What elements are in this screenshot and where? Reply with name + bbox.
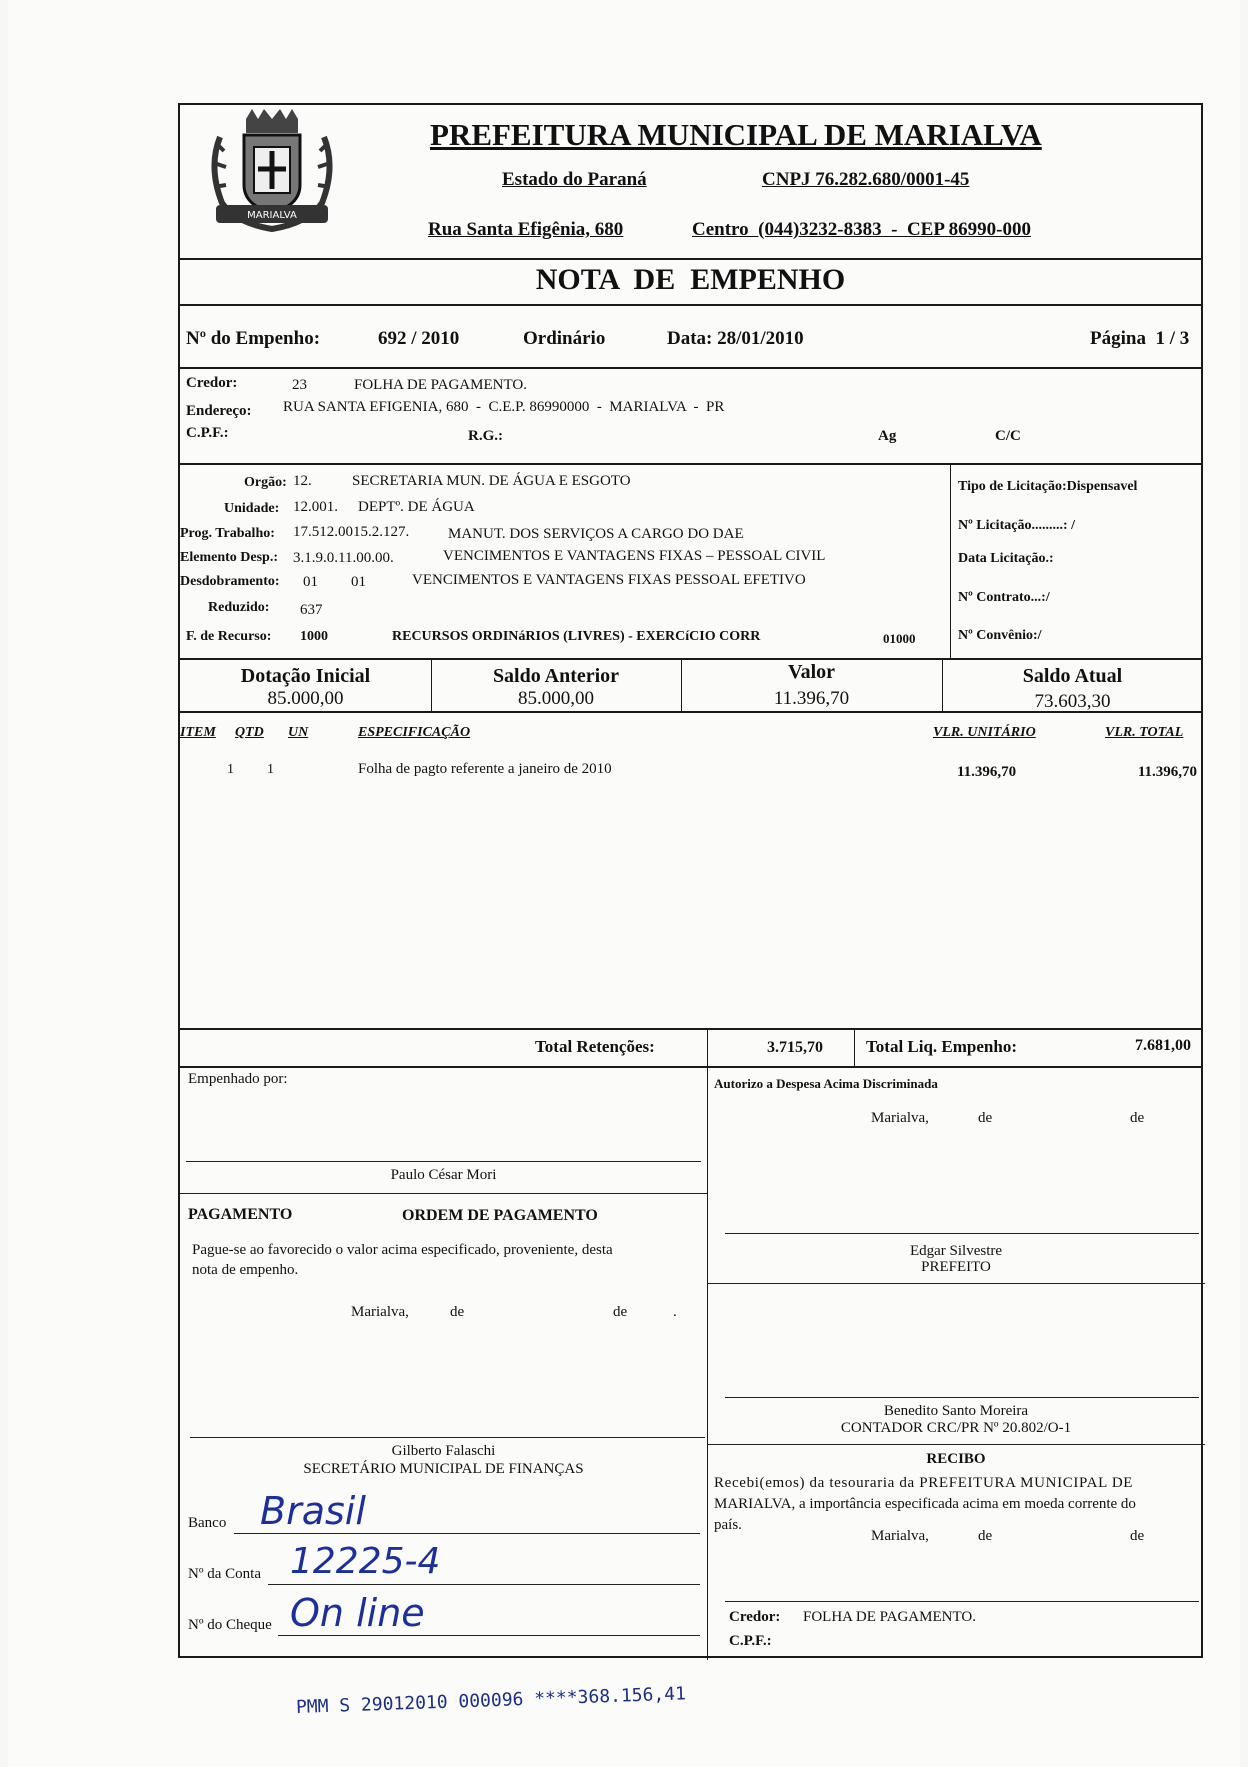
- cheque-value: On line: [290, 1591, 425, 1635]
- cc-label: C/C: [995, 428, 1021, 444]
- total-liquido-label: Total Liq. Empenho:: [866, 1037, 1017, 1056]
- total-liquido-value: 7.681,00: [1135, 1037, 1191, 1054]
- row-especificacao: Folha de pagto referente a janeiro de 2010: [358, 761, 612, 777]
- org-name: PREFEITURA MUNICIPAL DE MARIALVA: [430, 117, 1042, 152]
- col-vlr-unitario: VLR. UNITÁRIO: [933, 725, 1036, 740]
- fonte-recurso-label: F. de Recurso:: [186, 629, 272, 644]
- recibo-de-2: de: [1130, 1528, 1145, 1544]
- page-number: Página 1 / 3: [1090, 328, 1190, 349]
- credor-label: Credor:: [186, 375, 238, 391]
- numero-contrato: Nº Contrato...:/: [958, 590, 1050, 605]
- autorizo-de-2: de: [1130, 1110, 1145, 1126]
- orgao-code: 12.: [293, 473, 312, 489]
- autorizo-place: Marialva,: [871, 1110, 929, 1126]
- contador-title: CONTADOR CRC/PR Nº 20.802/O-1: [840, 1420, 1072, 1436]
- pagamento-de-1: de: [450, 1304, 465, 1320]
- unidade-code: 12.001.: [293, 499, 338, 515]
- col-un: UN: [288, 725, 309, 740]
- reduzido-label: Reduzido:: [208, 600, 270, 615]
- address-label: Endereço:: [186, 403, 252, 419]
- col-qtd: QTD: [235, 725, 264, 740]
- ordem-pagamento-label: ORDEM DE PAGAMENTO: [402, 1207, 598, 1224]
- desdobramento-label: Desdobramento:: [180, 574, 280, 589]
- nota-de-empenho-form: MARIALVA PREFEITURA MUNICIPAL DE MARIALVA Estado do Paraná CNPJ 76.282.680/0001-45 Rua Santa Efigênia, 680 Centro (044)3232-8383 - CEP 86990-000 NOTA DE EMPENHO Nº do Empenho: 692 / 2010 Ordinário Data: 28/01/2010 Página 1 / 3 Credor: 23 FOLHA DE PAGAMENTO. Endereço: RUA SANTA EFIGENIA, 680 - C.E.P. 86990000 - MARIALVA - PR C.P.F.: R.G.: Ag C/C Orgão: 12. SECRETARIA MUN. DE ÁGUA E ESGOTO Unidade: 12.001. DEPTº. DE ÁGUA Prog. Trabalho: 17.512.0015.2.127. MANUT. DOS SERVIÇOS A CARGO DO DAE Elemento Desp.: 3.1.9.0.11.00.00. VENCIMENTOS E VANTAGENS FIXAS – PESSOAL CIVIL Desdobramento: 01 01 VENCIMENTOS E VANTAGENS FIXAS PESSOAL EFETIVO Reduzido: 637 F. de Recurso: 1000 RECURSOS ORDINáRIOS (LIVRES) - EXERCíCIO CORR 01000 Tipo de Licitação:Dispensavel Nº Licitação.........: / Data Licitação.: Nº Contrato...:/ Nº Convênio:/ Dotação Inicial 85.000,00 Saldo Anterior 85.000,00 Valor 11.396,70 Saldo Atual 73.603,30 ITEM QTD UN ESPECIFICAÇÃO VLR. UNITÁRIO VLR. TOTAL 1 1 Folha de pagto referente a janeiro de 2010 11.396,70 11.396,70 Total Retenções: 3.715,70 Total Liq. Empenho: 7.681,00 Empenhado por: Paulo César Mori PAGAMENTO ORDEM DE PAGAMENTO Pague-se ao favorecido o valor acima especificado, proveniente, desta nota de empenho. Marialva, de de . Gilberto Falaschi SECRETÁRIO MUNICIPAL DE FINANÇAS Banco Brasil Nº da Conta 12225-4 Nº do Cheque On line Autorizo a Despesa Acima Discriminada Marialva, de de Edgar Silvestre PREFEITO Benedito Santo Moreira CONTADOR CRC/PR Nº 20.802/O-1 RECIBO Recebi(emos) da tesouraria da PREFEITURA MUNICIPAL DE MARIALVA, a importância especificada acima em moeda corrente do país. Marialva, de de Credor: FOLHA DE PAGAMENTO. C.P.F.:: [178, 103, 1203, 1658]
- total-retencoes-label: Total Retenções:: [535, 1037, 655, 1056]
- orgao-label: Orgão:: [244, 475, 287, 490]
- tipo-licitacao: Tipo de Licitação:Dispensavel: [958, 479, 1138, 494]
- recibo-place: Marialva,: [871, 1528, 929, 1544]
- dotacao-inicial-value: 85.000,00: [267, 688, 344, 709]
- rg-label: R.G.:: [468, 428, 503, 444]
- saldo-anterior-value: 85.000,00: [518, 688, 594, 709]
- contador-name: Benedito Santo Moreira: [883, 1403, 1029, 1419]
- row-vlr-unitario: 11.396,70: [957, 764, 1017, 780]
- empenhado-por-label: Empenhado por:: [188, 1071, 288, 1087]
- address-value: RUA SANTA EFIGENIA, 680 - C.E.P. 86990000 - MARIALVA - PR: [283, 399, 725, 415]
- orgao-name: SECRETARIA MUN. DE ÁGUA E ESGOTO: [352, 473, 631, 489]
- recibo-credor-name: FOLHA DE PAGAMENTO.: [803, 1609, 976, 1625]
- elemento-desp-name: VENCIMENTOS E VANTAGENS FIXAS – PESSOAL CIVIL: [443, 548, 826, 564]
- fonte-recurso-code-2: 01000: [883, 631, 916, 646]
- saldo-atual-value: 73.603,30: [1034, 691, 1111, 712]
- desdobramento-name: VENCIMENTOS E VANTAGENS FIXAS PESSOAL EFETIVO: [412, 572, 806, 588]
- cpf-label: C.P.F.:: [186, 425, 229, 441]
- recibo-label: RECIBO: [926, 1451, 986, 1467]
- pagamento-text-line-2: nota de empenho.: [192, 1262, 299, 1278]
- cheque-label: Nº do Cheque: [188, 1617, 272, 1633]
- seal-ribbon-text: MARIALVA: [247, 210, 297, 221]
- data-licitacao: Data Licitação.:: [958, 551, 1054, 566]
- pagamento-de-2: de: [613, 1304, 628, 1320]
- authentication-stamp: PMM S 29012010 000096 ****368.156,41: [295, 1683, 687, 1718]
- prefeito-name: Edgar Silvestre: [909, 1243, 1003, 1259]
- conta-label: Nº da Conta: [188, 1566, 261, 1582]
- dotacao-inicial-label: Dotação Inicial: [240, 665, 371, 687]
- saldo-anterior-label: Saldo Anterior: [492, 665, 620, 687]
- doc-title: NOTA DE EMPENHO: [535, 263, 846, 296]
- reduzido-code: 637: [300, 602, 323, 618]
- state-name: Estado do Paraná: [502, 169, 647, 190]
- recibo-de-1: de: [978, 1528, 993, 1544]
- banco-value: Brasil: [260, 1489, 366, 1533]
- empenhado-signer: Paulo César Mori: [390, 1167, 497, 1183]
- elemento-desp-label: Elemento Desp.:: [180, 550, 278, 565]
- unidade-label: Unidade:: [224, 501, 280, 516]
- desdobramento-code-1: 01: [303, 574, 318, 590]
- recibo-cpf-label: C.P.F.:: [729, 1633, 772, 1649]
- recibo-text-line-2: MARIALVA, a importância especificada acima em moeda corrente do: [714, 1496, 1136, 1512]
- fonte-recurso-code: 1000: [300, 629, 328, 644]
- unidade-name: DEPTº. DE ÁGUA: [358, 499, 475, 515]
- recibo-credor-label: Credor:: [729, 1609, 781, 1625]
- row-item: 1: [227, 762, 234, 777]
- col-especificacao: ESPECIFICAÇÃO: [358, 725, 471, 740]
- pagamento-label: PAGAMENTO: [188, 1206, 293, 1223]
- total-retencoes-value: 3.715,70: [767, 1039, 823, 1056]
- numero-convenio: Nº Convênio:/: [958, 628, 1042, 643]
- prog-trabalho-label: Prog. Trabalho:: [180, 526, 275, 541]
- empenho-number-label: Nº do Empenho:: [186, 328, 321, 349]
- pagamento-text-line-1: Pague-se ao favorecido o valor acima especificado, proveniente, desta: [192, 1242, 613, 1258]
- autorizo-de-1: de: [978, 1110, 993, 1126]
- district-phone-cep: Centro (044)3232-8383 - CEP 86990-000: [692, 219, 1031, 240]
- autorizo-label: Autorizo a Despesa Acima Discriminada: [714, 1076, 938, 1091]
- elemento-desp-code: 3.1.9.0.11.00.00.: [293, 550, 394, 566]
- municipal-coat-of-arms-icon: [202, 107, 342, 239]
- valor-label: Valor: [787, 661, 836, 683]
- banco-label: Banco: [188, 1515, 227, 1531]
- cnpj: CNPJ 76.282.680/0001-45: [762, 169, 970, 190]
- paper: [8, 0, 1240, 1767]
- numero-licitacao: Nº Licitação.........: /: [958, 518, 1075, 533]
- row-qtd: 1: [267, 762, 274, 777]
- col-item: ITEM: [180, 725, 216, 740]
- row-vlr-total: 11.396,70: [1137, 764, 1197, 780]
- empenho-date: Data: 28/01/2010: [667, 328, 804, 349]
- secretario-title: SECRETÁRIO MUNICIPAL DE FINANÇAS: [303, 1461, 584, 1477]
- saldo-atual-label: Saldo Atual: [1022, 665, 1123, 687]
- prog-trabalho-code: 17.512.0015.2.127.: [293, 524, 410, 540]
- desdobramento-code-2: 01: [351, 574, 366, 590]
- conta-value: 12225-4: [290, 1541, 441, 1582]
- empenho-type: Ordinário: [523, 328, 606, 349]
- credor-name: FOLHA DE PAGAMENTO.: [354, 377, 527, 393]
- valor-value: 11.396,70: [773, 688, 850, 709]
- prog-trabalho-name: MANUT. DOS SERVIÇOS A CARGO DO DAE: [448, 526, 744, 542]
- street-address: Rua Santa Efigênia, 680: [428, 219, 624, 240]
- pagamento-place: Marialva,: [351, 1304, 409, 1320]
- secretario-name: Gilberto Falaschi: [391, 1443, 496, 1459]
- ag-label: Ag: [878, 428, 897, 444]
- fonte-recurso-name: RECURSOS ORDINáRIOS (LIVRES) - EXERCíCIO CORR: [392, 629, 761, 644]
- col-vlr-total: VLR. TOTAL: [1105, 725, 1184, 740]
- empenho-number: 692 / 2010: [378, 328, 460, 349]
- credor-code: 23: [292, 377, 307, 393]
- recibo-text-line-3: país.: [714, 1517, 742, 1533]
- prefeito-title: PREFEITO: [921, 1259, 991, 1275]
- recibo-text-line-1: Recebi(emos) da tesouraria da PREFEITURA MUNICIPAL DE: [714, 1475, 1134, 1491]
